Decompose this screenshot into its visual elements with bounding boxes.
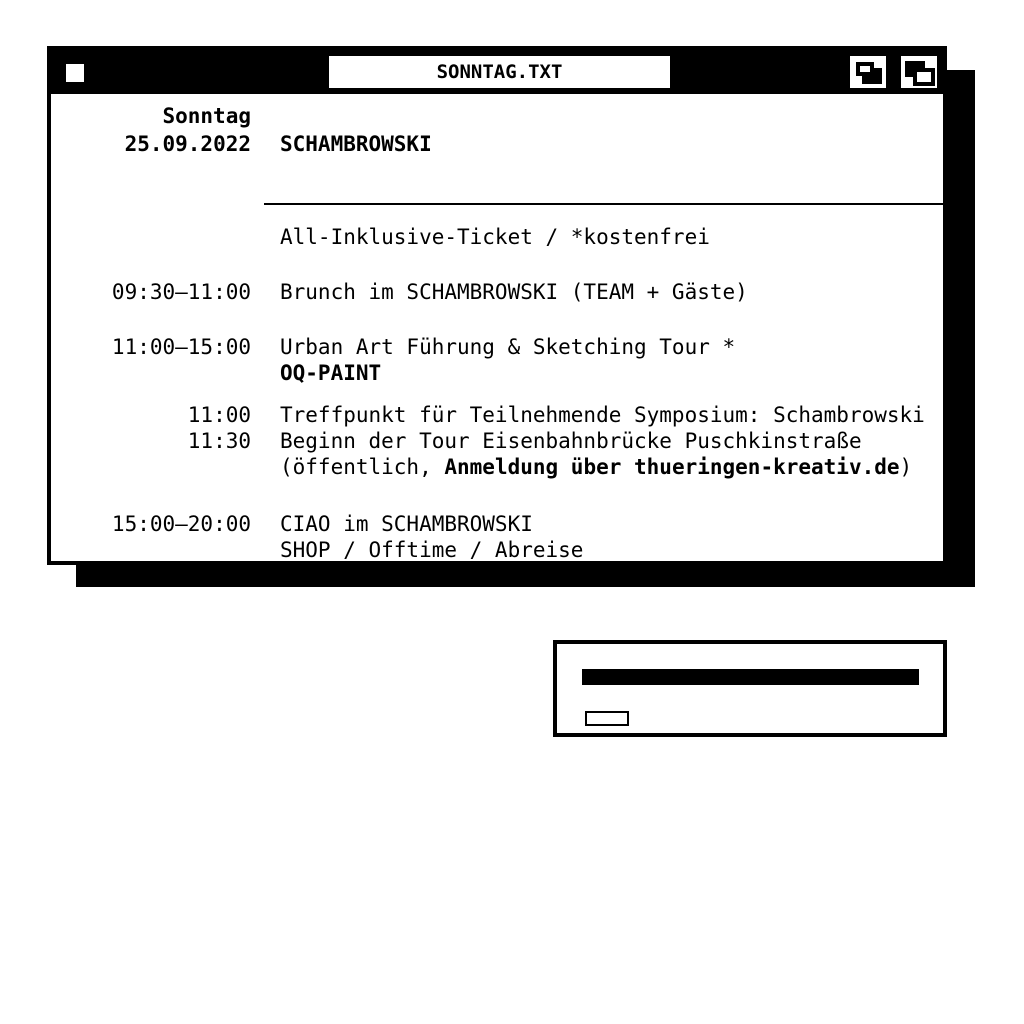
close-box-icon[interactable] (66, 64, 84, 82)
location-heading: SCHAMBROWSKI (280, 132, 432, 156)
window-title: SONNTAG.TXT (327, 54, 672, 90)
schedule-description: All-Inklusive-Ticket / *kostenfrei (280, 225, 710, 249)
dialog-button[interactable] (585, 711, 629, 726)
schedule-time: 09:30–11:00 (111, 280, 251, 304)
schedule-time: 11:00–15:00 (111, 335, 251, 359)
header-divider (264, 203, 943, 205)
window-zoom-icon[interactable] (899, 54, 939, 90)
document-content (51, 94, 943, 561)
schedule-time: 11:30 (187, 429, 251, 453)
window-resize-icon[interactable] (848, 54, 888, 90)
text-window (47, 46, 947, 565)
schedule-description: Treffpunkt für Teilnehmende Symposium: Schambrowski (280, 403, 925, 427)
schedule-time: 11:00 (187, 403, 251, 427)
schedule-description: Urban Art Führung & Sketching Tour * OQ-PAINT (280, 335, 736, 385)
progress-fill (582, 669, 919, 685)
schedule-description: Brunch im SCHAMBROWSKI (TEAM + Gäste) (280, 280, 748, 304)
date-label: 25.09.2022 (124, 132, 251, 156)
day-label: Sonntag (162, 104, 251, 128)
date-heading (71, 102, 251, 158)
registration-link[interactable]: Anmeldung über thueringen-kreativ.de (444, 455, 900, 479)
schedule-time: 15:00–20:00 (111, 512, 251, 536)
schedule-description: Beginn der Tour Eisenbahnbrücke Puschkinstraße (öffentlich, Anmeldung über thueringen-kreativ.de) (280, 429, 913, 479)
title-bar[interactable] (51, 50, 943, 94)
progress-dialog (553, 640, 947, 737)
progress-bar (582, 669, 919, 685)
schedule-description: CIAO im SCHAMBROWSKI SHOP / Offtime / Abreise (280, 512, 584, 562)
